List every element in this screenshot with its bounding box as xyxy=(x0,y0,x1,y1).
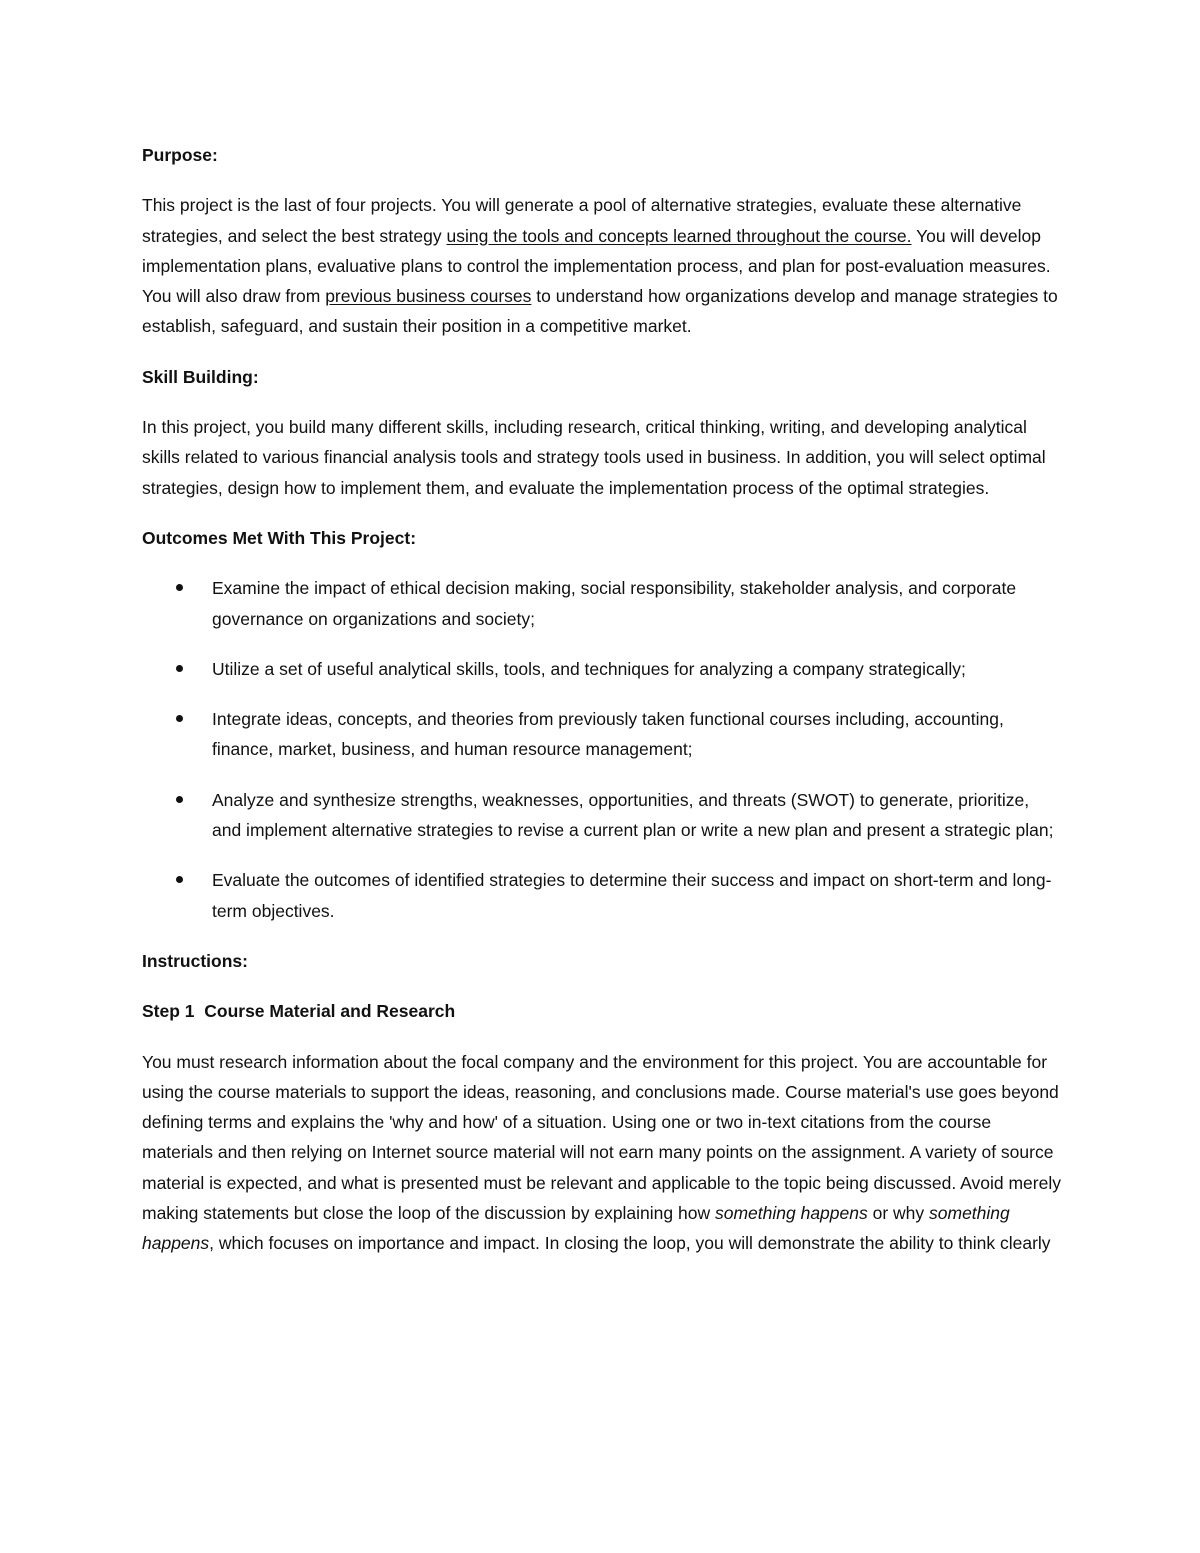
tools-concepts-link: using the tools and concepts learned throughout the course. xyxy=(446,225,912,246)
bullet-icon xyxy=(176,876,183,883)
outcome-text: Examine the impact of ethical decision making, social responsibility, stakeholder analysis, and corporate governance on organizations and society; xyxy=(212,578,1017,629)
step1-paragraph xyxy=(142,1047,1062,1259)
step1-text-1: You must research information about the focal company and the environment for this project. You are accountable for using the course materials to support the ideas, reasoning, and conclusions made. Course material's use goes beyond defining terms and explains the 'why and how' of a situation. Using one or two in-text citations from the course materials and then relying on Internet source material will not earn many points on the assignment. A variety of source material is expected, and what is presented must be relevant and applicable to the topic being discussed. Avoid merely making statements but close the loop of the discussion by explaining how xyxy=(142,1051,1061,1224)
outcome-text: Utilize a set of useful analytical skills, tools, and techniques for analyzing a company strategically; xyxy=(212,658,966,679)
purpose-paragraph xyxy=(142,190,1062,341)
step1-text-3: , which focuses on importance and impact. In closing the loop, you will demonstrate the ability to think clearly xyxy=(209,1233,1051,1254)
bullet-icon xyxy=(176,584,183,591)
skill-building-paragraph: In this project, you build many different skills, including research, critical thinking, writing, and developing analytical skills related to various financial analysis tools and strategy tools used in business. In addition, you will select optimal strategies, design how to implement them, and evaluate the implementation process of the optimal strategies. xyxy=(142,417,1046,498)
step1-text-2: or why xyxy=(867,1203,930,1224)
step1-emphasis-2: something happens xyxy=(142,1203,1010,1254)
bullet-icon xyxy=(176,796,183,803)
step1-emphasis-1: something happens xyxy=(714,1203,868,1224)
step1-heading: Step 1 Course Material and Research xyxy=(142,1001,456,1022)
purpose-text-3: to understand how organizations develop and manage strategies to establish, safeguard, and sustain their position in a competitive market. xyxy=(142,286,1058,337)
bullet-icon xyxy=(176,665,183,672)
outcome-item xyxy=(142,704,1062,765)
outcome-item xyxy=(142,654,1062,684)
purpose-text-1: This project is the last of four projects. You will generate a pool of alternative strategies, evaluate these alternative strategies, and select the best strategy xyxy=(142,195,1022,246)
outcome-text: Analyze and synthesize strengths, weaknesses, opportunities, and threats (SWOT) to generate, prioritize, and implement alternative strategies to revise a current plan or write a new plan and present a strategic plan; xyxy=(212,789,1054,841)
outcome-item xyxy=(142,865,1062,926)
purpose-heading: Purpose: xyxy=(142,145,218,165)
previous-courses-link: previous business courses xyxy=(325,286,532,307)
instructions-heading: Instructions: xyxy=(142,950,248,971)
outcome-text: Integrate ideas, concepts, and theories from previously taken functional courses including, accounting, finance, market, business, and human resource management; xyxy=(212,709,1004,760)
document-page xyxy=(142,140,1062,1279)
purpose-text-2: You will develop implementation plans, evaluative plans to control the implementation process, and plan for post-evaluation measures. You will also draw from xyxy=(142,225,1051,307)
outcomes-list xyxy=(142,573,1062,926)
outcome-text: Evaluate the outcomes of identified strategies to determine their success and impact on short-term and long-term objectives. xyxy=(212,870,1052,921)
outcomes-heading: Outcomes Met With This Project: xyxy=(142,527,417,548)
bullet-icon xyxy=(176,715,183,722)
skill-building-heading: Skill Building: xyxy=(142,366,259,387)
outcome-item xyxy=(142,785,1062,846)
outcome-item xyxy=(142,573,1062,634)
